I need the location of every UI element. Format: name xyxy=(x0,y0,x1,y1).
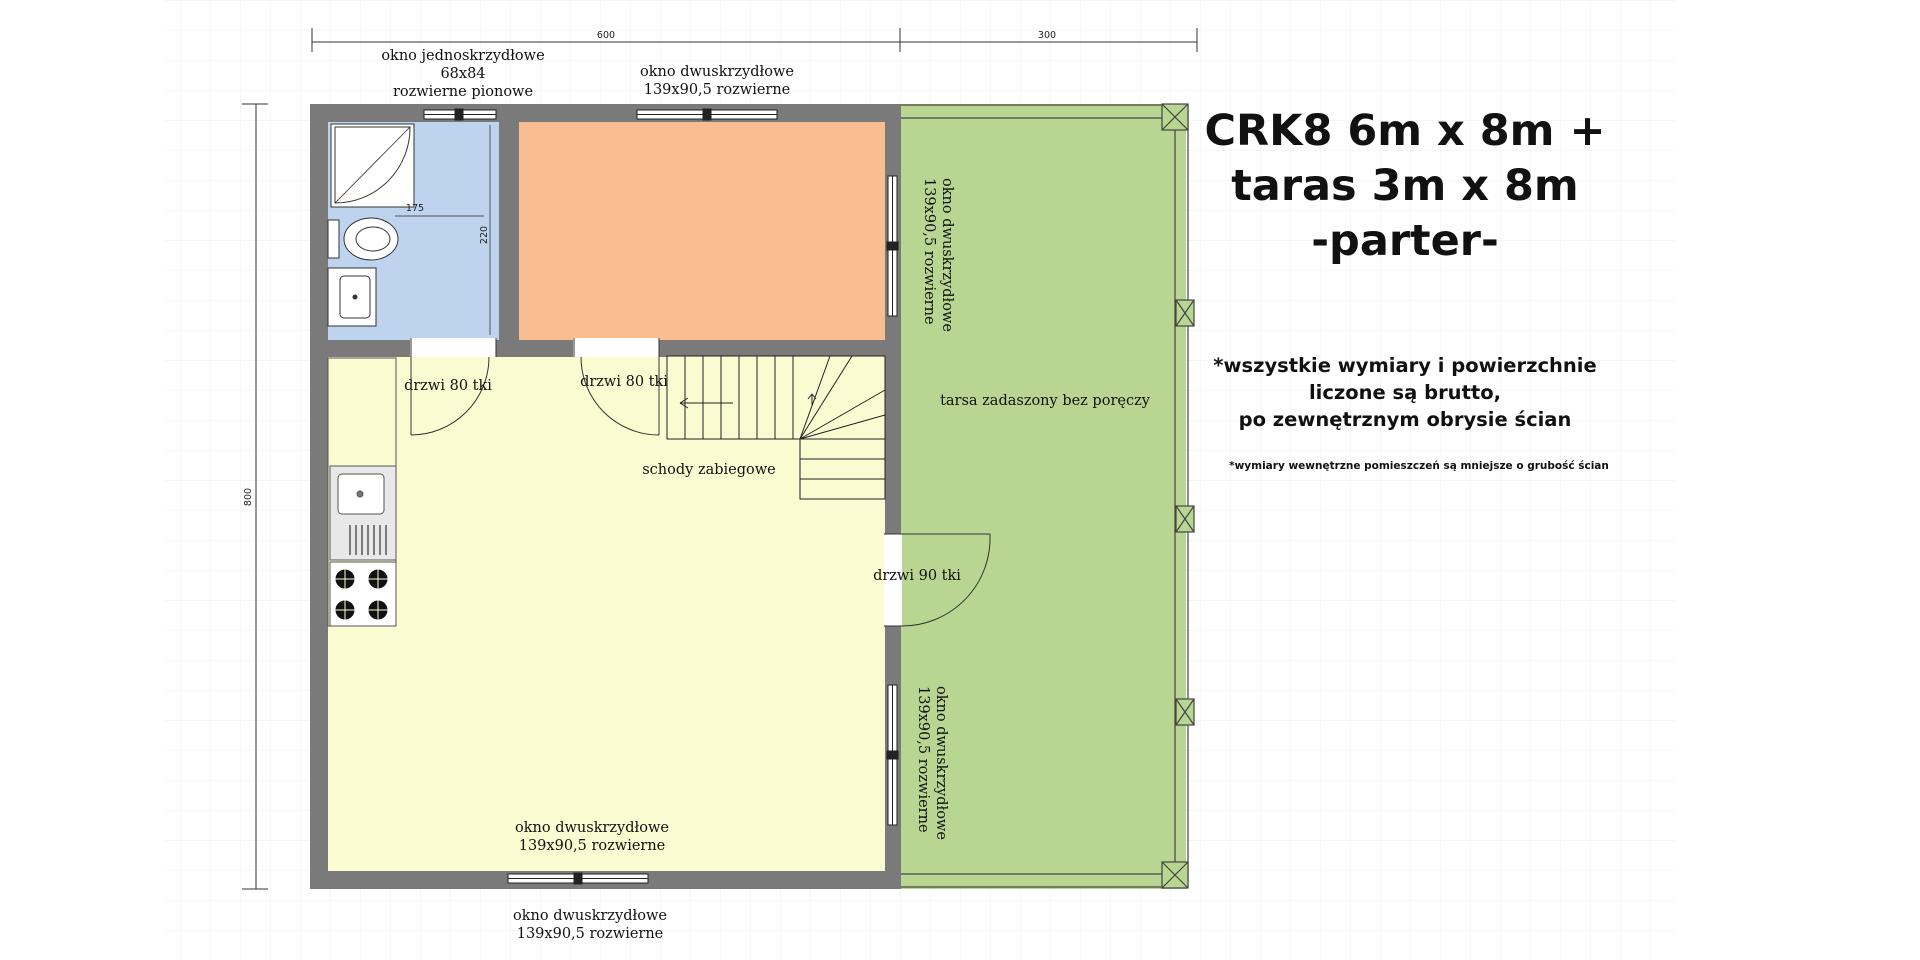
label-window-right-upper-2: 139x90,5 rozwierne xyxy=(921,178,937,325)
label-window-single-1: okno jednoskrzydłowe xyxy=(381,48,545,64)
label-window-bottom-outer-1: okno dwuskrzydłowe xyxy=(513,908,667,924)
label-door-room: drzwi 80 tki xyxy=(580,374,668,390)
dimension-bathroom-width: 175 xyxy=(405,203,425,214)
bathroom-sink xyxy=(328,268,376,326)
wall-joint xyxy=(499,340,501,342)
dimension-bathroom-depth: 220 xyxy=(479,225,490,245)
plan-title-line2: taras 3m x 8m xyxy=(1231,161,1579,211)
label-terrace: tarsa zadaszony bez poręczy xyxy=(940,393,1150,409)
window-room-top xyxy=(637,109,777,120)
label-window-bottom-outer-2: 139x90,5 rozwierne xyxy=(516,926,664,942)
label-window-single-3: rozwierne pionowe xyxy=(392,84,534,100)
shower-corner xyxy=(331,124,414,207)
note-main-line1: *wszystkie wymiary i powierzchnie xyxy=(1213,354,1597,377)
dimension-top-terrace: 300 xyxy=(1037,30,1057,41)
label-window-top-2: 139x90,5 rozwierne xyxy=(643,82,791,98)
label-door-bathroom: drzwi 80 tki xyxy=(404,378,492,394)
label-window-bottom-inner-2: 139x90,5 rozwierne xyxy=(518,838,666,854)
window-right-upper xyxy=(887,176,898,316)
plan-title-line3: -parter- xyxy=(1311,216,1499,266)
window-right-lower xyxy=(887,685,898,825)
label-window-right-upper-1: okno dwuskrzydłowe xyxy=(939,178,955,332)
toilet xyxy=(328,218,398,260)
label-window-bottom-inner-1: okno dwuskrzydłowe xyxy=(515,820,669,836)
window-bathroom-top xyxy=(424,109,496,120)
dimension-left-height: 800 xyxy=(243,487,254,507)
label-window-top-1: okno dwuskrzydłowe xyxy=(640,64,794,80)
note-small: *wymiary wewnętrzne pomieszczeń są mniejsze o grubość ścian xyxy=(1229,460,1609,472)
window-bottom xyxy=(508,873,648,884)
dimension-top-house: 600 xyxy=(596,30,616,41)
room-floor xyxy=(519,122,885,340)
label-window-right-lower-1: okno dwuskrzydłowe xyxy=(933,686,949,840)
label-stairs: schody zabiegowe xyxy=(642,462,776,478)
label-door-terrace: drzwi 90 tki xyxy=(873,568,961,584)
label-window-right-lower-2: 139x90,5 rozwierne xyxy=(915,686,931,833)
plan-title-line1: CRK8 6m x 8m + xyxy=(1204,106,1606,156)
label-window-single-2: 68x84 xyxy=(440,66,486,82)
kitchen-counter xyxy=(328,358,396,626)
note-main-line3: po zewnętrznym obrysie ścian xyxy=(1238,408,1572,431)
note-main-line2: liczone są brutto, xyxy=(1308,381,1502,404)
